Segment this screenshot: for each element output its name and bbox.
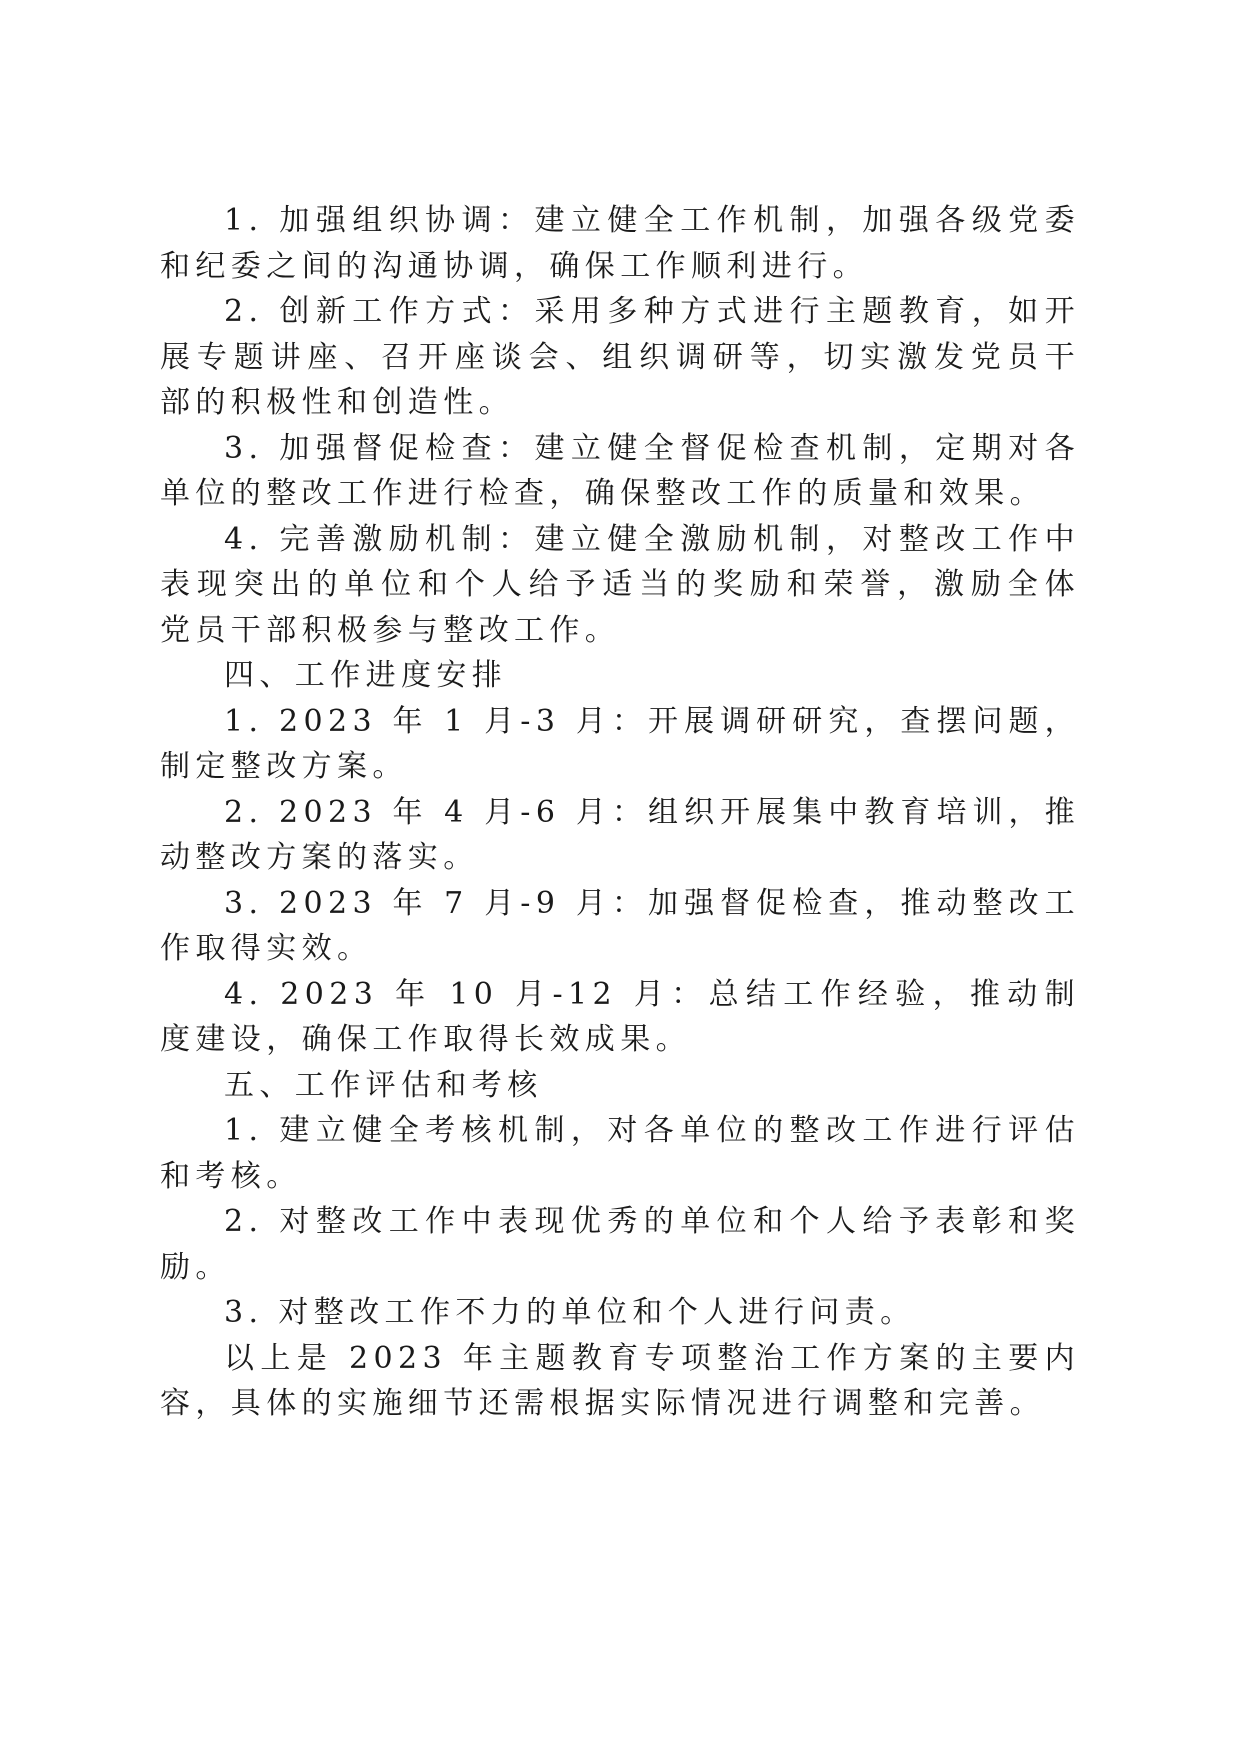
section-heading-schedule: 四、工作进度安排 bbox=[224, 658, 508, 693]
closing-paragraph: 以上是 2023 年主题教育专项整治工作方案的主要内容，具体的实施细节还需根据实际情况进行调整和完善。 bbox=[160, 1340, 1080, 1421]
document-page bbox=[160, 198, 1080, 1427]
evaluation-item-accountability: 3. 对整改工作不力的单位和个人进行问责。 bbox=[224, 1295, 916, 1330]
evaluation-item-assessment: 1. 建立健全考核机制，对各单位的整改工作进行评估和考核。 bbox=[160, 1113, 1080, 1194]
section-heading-evaluation: 五、工作评估和考核 bbox=[224, 1067, 543, 1103]
schedule-item-q3: 3. 2023 年 7 月-9 月：加强督促检查，推动整改工作取得实效。 bbox=[160, 885, 1080, 966]
measure-item-supervision: 3. 加强督促检查：建立健全督促检查机制，定期对各单位的整改工作进行检查，确保整改工作的质量和效果。 bbox=[160, 430, 1080, 511]
schedule-item-q2: 2. 2023 年 4 月-6 月：组织开展集中教育培训，推动整改方案的落实。 bbox=[160, 794, 1080, 875]
evaluation-item-commendation: 2. 对整改工作中表现优秀的单位和个人给予表彰和奖励。 bbox=[160, 1204, 1080, 1285]
measure-item-innovation: 2. 创新工作方式：采用多种方式进行主题教育，如开展专题讲座、召开座谈会、组织调研等，切实激发党员干部的积极性和创造性。 bbox=[160, 294, 1080, 420]
schedule-item-q1: 1. 2023 年 1 月-3 月：开展调研研究，查摆问题，制定整改方案。 bbox=[160, 703, 1080, 784]
measure-item-incentive: 4. 完善激励机制：建立健全激励机制，对整改工作中表现突出的单位和个人给予适当的奖励和荣誉，激励全体党员干部积极参与整改工作。 bbox=[160, 521, 1080, 648]
schedule-item-q4: 4. 2023 年 10 月-12 月：总结工作经验，推动制度建设，确保工作取得长效成果。 bbox=[160, 976, 1080, 1057]
measure-item-coordination: 1. 加强组织协调：建立健全工作机制，加强各级党委和纪委之间的沟通协调，确保工作顺利进行。 bbox=[160, 203, 1080, 284]
